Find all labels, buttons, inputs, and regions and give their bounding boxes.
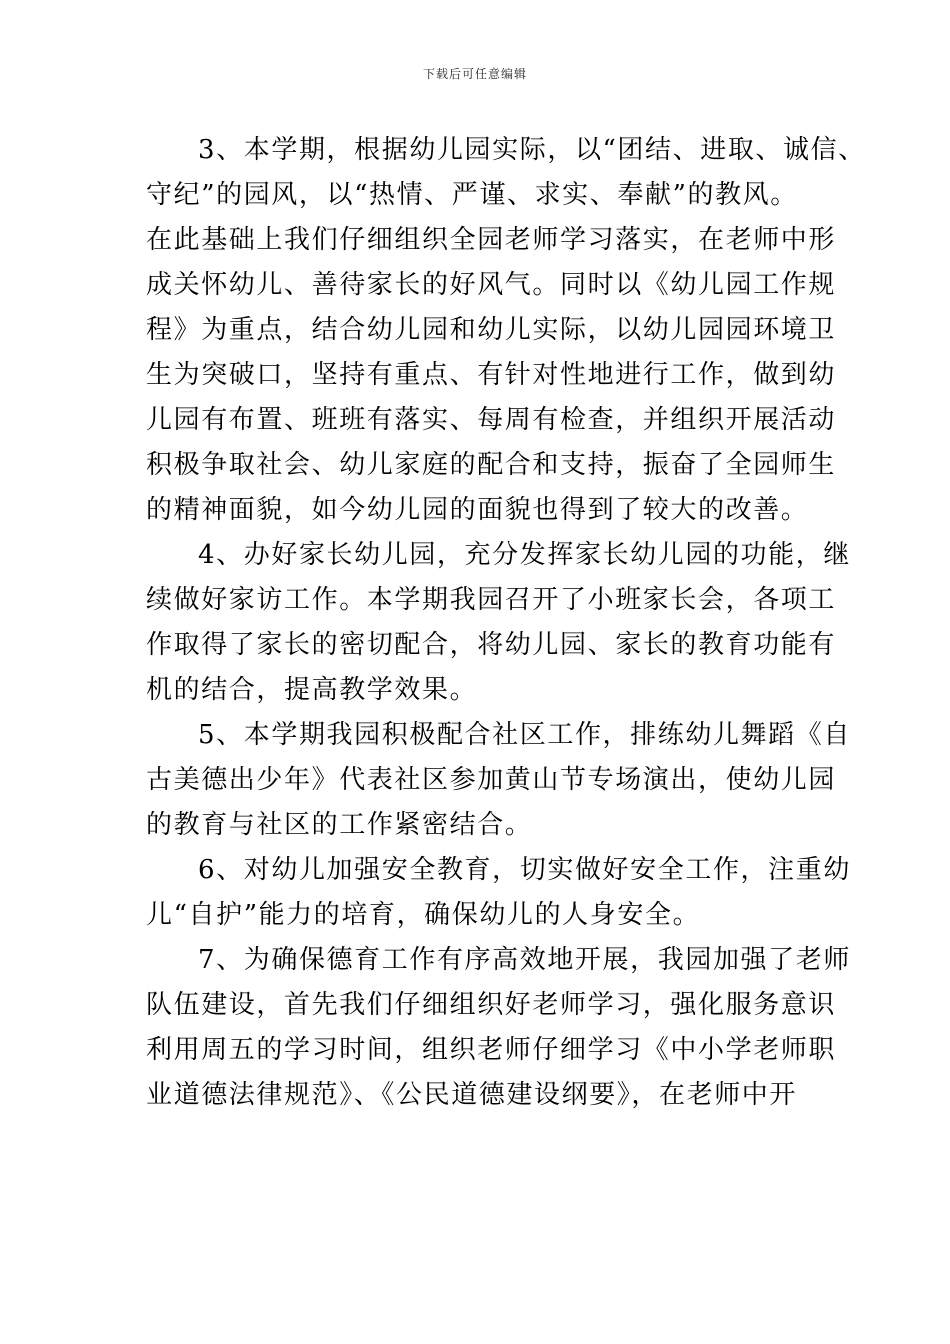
paragraph-line: 成关怀幼儿、善待家长的好风气。同时以《幼儿园工作规 <box>146 270 837 300</box>
paragraph-line: 5、本学期我园积极配合社区工作，排练幼儿舞蹈《自 <box>198 720 851 750</box>
paragraph-line: 儿“自护”能力的培育，确保幼儿的人身安全。 <box>146 900 701 930</box>
paragraph-line: 3、本学期，根据幼儿园实际，以“团结、进取、诚信、 <box>198 135 866 165</box>
paragraph-line: 的精神面貌，如今幼儿园的面貌也得到了较大的改善。 <box>146 495 809 525</box>
paragraph-line: 在此基础上我们仔细组织全园老师学习落实，在老师中形 <box>146 225 837 255</box>
paragraph-line: 的教育与社区的工作紧密结合。 <box>146 810 533 840</box>
paragraph-line: 作取得了家长的密切配合，将幼儿园、家长的教育功能有 <box>146 630 837 660</box>
paragraph-line: 4、办好家长幼儿园，充分发挥家长幼儿园的功能，继 <box>198 540 851 570</box>
paragraph-line: 积极争取社会、幼儿家庭的配合和支持，振奋了全园师生 <box>146 450 837 480</box>
header-note: 下载后可任意编辑 <box>422 67 527 81</box>
paragraph-line: 古美德出少年》代表社区参加黄山节专场演出，使幼儿园 <box>146 765 837 795</box>
paragraph-line: 程》为重点，结合幼儿园和幼儿实际，以幼儿园园环境卫 <box>146 315 837 345</box>
paragraph-line: 业道德法律规范》、《公民道德建设纲要》，在老师中开 <box>146 1080 798 1110</box>
body-text <box>146 128 866 1118</box>
paragraph-line: 机的结合，提高教学效果。 <box>146 675 478 705</box>
paragraph-line: 儿园有布置、班班有落实、每周有检查，并组织开展活动 <box>146 405 837 435</box>
paragraph-line: 续做好家访工作。本学期我园召开了小班家长会，各项工 <box>146 585 837 615</box>
paragraph-line: 6、对幼儿加强安全教育，切实做好安全工作，注重幼 <box>198 855 851 885</box>
paragraph-line: 7、为确保德育工作有序高效地开展，我园加强了老师 <box>198 945 851 975</box>
paragraph-line: 守纪”的园风，以“热情、严谨、求实、奉献”的教风。 <box>146 180 798 210</box>
paragraph-line: 利用周五的学习时间，组织老师仔细学习《中小学老师职 <box>146 1035 837 1065</box>
paragraph-line: 队伍建设，首先我们仔细组织好老师学习，强化服务意识 <box>146 990 837 1020</box>
paragraph-line: 生为突破口，坚持有重点、有针对性地进行工作，做到幼 <box>146 360 837 390</box>
